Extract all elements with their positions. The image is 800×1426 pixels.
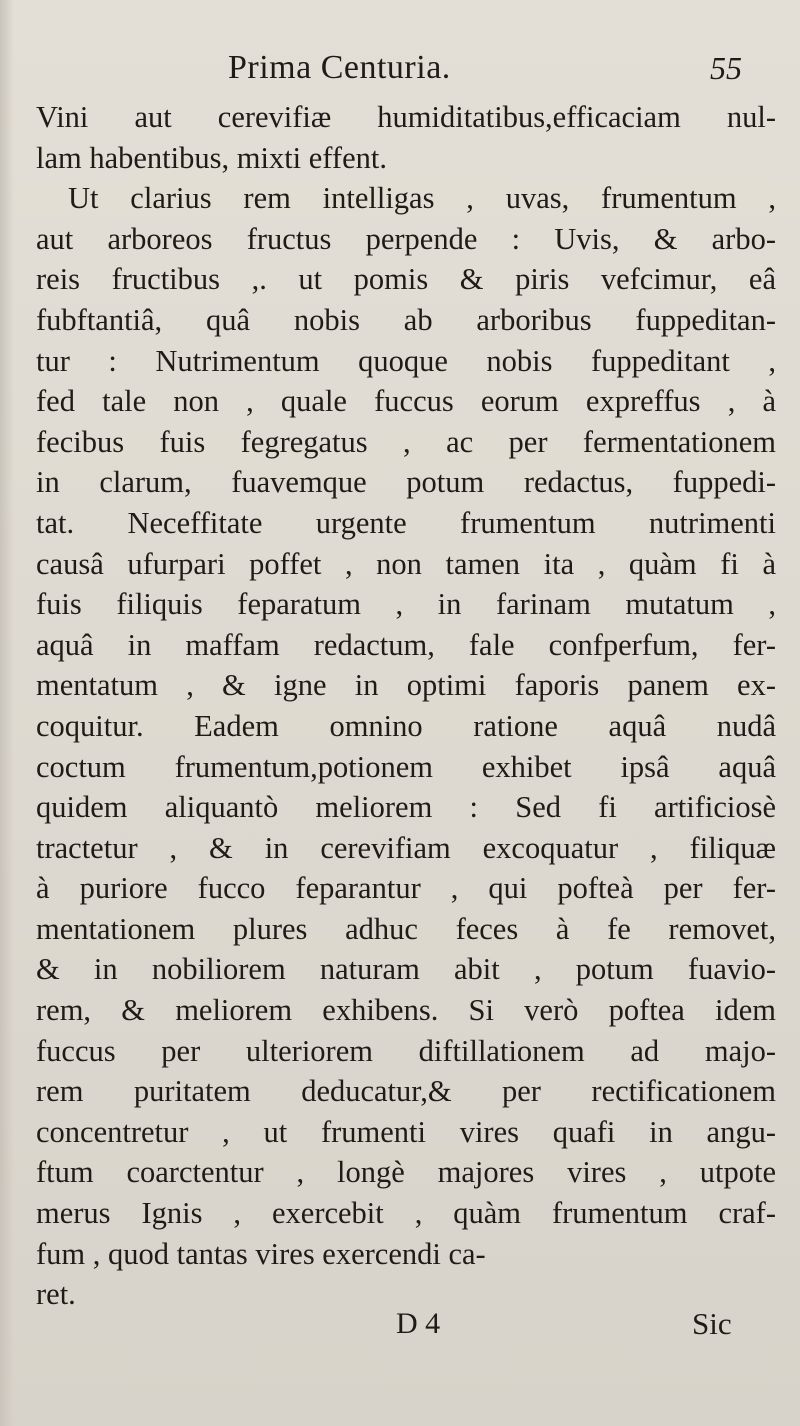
text-line: Ut clarius rem intelligas , uvas, frumentum , (68, 181, 776, 216)
text-line: aquâ in maffam redactum, fale confperfum, fer- (36, 627, 776, 662)
text-line: mentatum , & igne in optimi faporis panem ex- (36, 668, 776, 703)
text-line: à puriore fucco feparantur , qui pofteà per fer- (36, 871, 776, 906)
text-line: tur : Nutrimentum quoque nobis fuppeditant , (36, 343, 776, 378)
text-line: fecibus fuis fegregatus , ac per fermentationem (36, 424, 776, 459)
text-line: fuis filiquis feparatum , in farinam mutatum , (36, 587, 776, 622)
text-line: coquitur. Eadem omnino ratione aquâ nudâ (36, 708, 776, 743)
text-line: rem puritatem deducatur,& per rectificationem (36, 1074, 776, 1109)
text-line: concentretur , ut frumenti vires quafi in angu- (36, 1114, 776, 1149)
text-line: rem, & meliorem exhibens. Si verò poftea idem (36, 993, 776, 1028)
page-footer (0, 1294, 800, 1354)
text-line: quidem aliquantò meliorem : Sed fi artificiosè (36, 790, 776, 825)
text-line: tractetur , & in cerevifiam excoquatur , filiquæ (36, 830, 776, 865)
text-line: & in nobiliorem naturam abit , potum fuavio- (36, 952, 776, 987)
text-line: lam habentibus, mixti effent. (36, 140, 387, 175)
text-line: coctum frumentum,potionem exhibet ipsâ aquâ (36, 749, 776, 784)
text-line: Vini aut cerevifiæ humiditatibus,efficaciam nul- (36, 100, 776, 134)
running-head (0, 48, 800, 88)
page-number: 55 (710, 50, 742, 86)
gutter-shadow (0, 0, 14, 1426)
signature-mark: D 4 (396, 1307, 441, 1340)
text-line: merus Ignis , exercebit , quàm frumentum craf- (36, 1196, 776, 1231)
text-line: fed tale non , quale fuccus eorum expreffus , à (36, 384, 776, 419)
text-line: fum , quod tantas vires exercendi ca- (36, 1236, 486, 1271)
catchword: Sic (692, 1306, 732, 1341)
text-line: causâ ufurpari poffet , non tamen ita , quàm fi à (36, 546, 776, 581)
text-line: fuccus per ulteriorem diftillationem ad majo- (36, 1033, 776, 1068)
body-text (36, 97, 776, 1315)
text-line: aut arboreos fructus perpende : Uvis, & arbo- (36, 221, 776, 256)
text-line: reis fructibus ,. ut pomis & piris vefcimur, eâ (36, 262, 776, 297)
text-line: fubftantiâ, quâ nobis ab arboribus fuppeditan- (36, 302, 776, 337)
text-line: mentationem plures adhuc feces à fe removet, (36, 911, 776, 946)
text-line: in clarum, fuavemque potum redactus, fuppedi- (36, 465, 776, 500)
text-line: ftum coarctentur , longè majores vires , utpote (36, 1155, 776, 1190)
text-line: ret. (36, 1277, 76, 1312)
text-line: tat. Neceffitate urgente frumentum nutrimenti (36, 505, 776, 540)
running-title: Prima Centuria. (228, 49, 451, 86)
